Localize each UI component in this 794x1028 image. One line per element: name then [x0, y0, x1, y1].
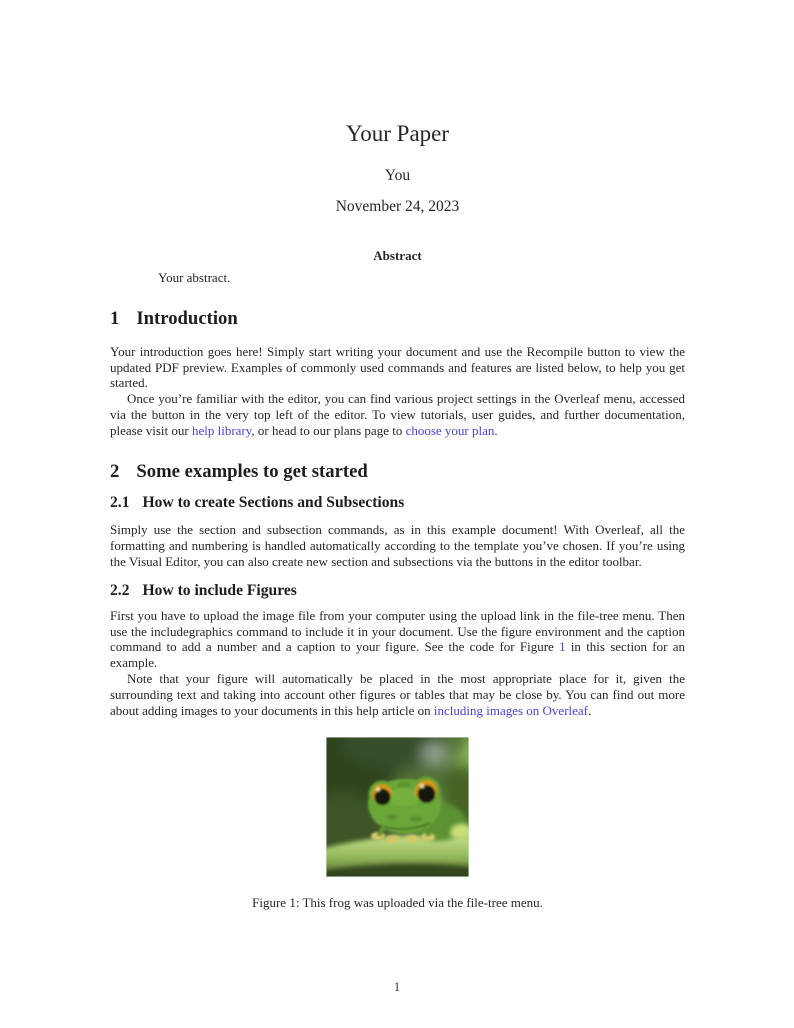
paragraph-text: . — [494, 422, 498, 438]
help-library-link[interactable]: help library — [191, 422, 252, 438]
subsection-heading-figures — [110, 582, 685, 599]
subsection-heading-sections — [110, 494, 685, 511]
sections-paragraph: Simply use the section and subsection commands, as in this example document! With Overleaf, all the formatting and numbering is handled automatically according to the template you’ve chosen. If you’re using the Visual Editor, you can also create new section and subsections via the buttons in the editor toolbar. — [110, 522, 685, 569]
paragraph-text: Note that your figure will automatically be placed in the most appropriate place for it, given the surrounding text and taking into account other figures or tables that may be close by. You can find out more about adding images to your documents in this help article on — [110, 671, 685, 718]
section-heading-introduction — [110, 309, 685, 330]
paragraph-text: Once you’re familiar with the editor, you can find various project settings in the Overleaf menu, accessed via the button in the very top left of the editor. To view tutorials, user guides, and further documentation, please visit our — [110, 391, 685, 438]
section-number: 1 — [110, 308, 120, 330]
page-content — [0, 121, 794, 911]
including-images-link[interactable]: including images on Overleaf — [433, 702, 589, 718]
figures-paragraph-2 — [110, 671, 685, 718]
subsection-title: How to create Sections and Subsections — [142, 494, 405, 512]
section-title: Some examples to get started — [136, 460, 368, 482]
subsection-title: How to include Figures — [142, 581, 297, 599]
abstract-heading: Abstract — [373, 248, 422, 264]
paragraph-text: in this section for an example. — [110, 639, 685, 671]
section-title: Introduction — [136, 308, 238, 330]
choose-your-plan-link[interactable]: choose your plan — [405, 422, 495, 438]
figures-paragraph-1 — [110, 608, 685, 671]
abstract-text: Your abstract. — [158, 270, 231, 286]
figure-1-reference-link[interactable]: 1 — [559, 639, 566, 655]
paragraph-text: . — [588, 702, 592, 718]
section-number: 2 — [110, 460, 120, 482]
intro-paragraph-2 — [110, 391, 685, 438]
section-heading-examples — [110, 462, 685, 483]
subsection-number: 2.1 — [110, 494, 130, 512]
frog-photo — [326, 737, 469, 877]
paper-date: November 24, 2023 — [335, 198, 460, 216]
figure-caption: Figure 1: This frog was uploaded via the file-tree menu. — [252, 895, 543, 911]
subsection-number: 2.2 — [110, 581, 130, 599]
paragraph-text: First you have to upload the image file from your computer using the upload link in the file-tree menu. Then use the includegraphics command to include it in your document. Use the figure environment and the caption command to add a number and a caption to your figure. See the code for Figure — [110, 607, 685, 655]
paper-author: You — [384, 167, 411, 185]
intro-paragraph-1: Your introduction goes here! Simply start writing your document and use the Recompile button to view the updated PDF preview. Examples of commonly used commands and features are listed below, to help you get started. — [110, 343, 685, 391]
page-number: 1 — [393, 979, 401, 994]
paragraph-text: , or head to our plans page to — [251, 422, 406, 438]
paper-title: Your Paper — [345, 121, 450, 146]
figure-1 — [110, 737, 685, 877]
